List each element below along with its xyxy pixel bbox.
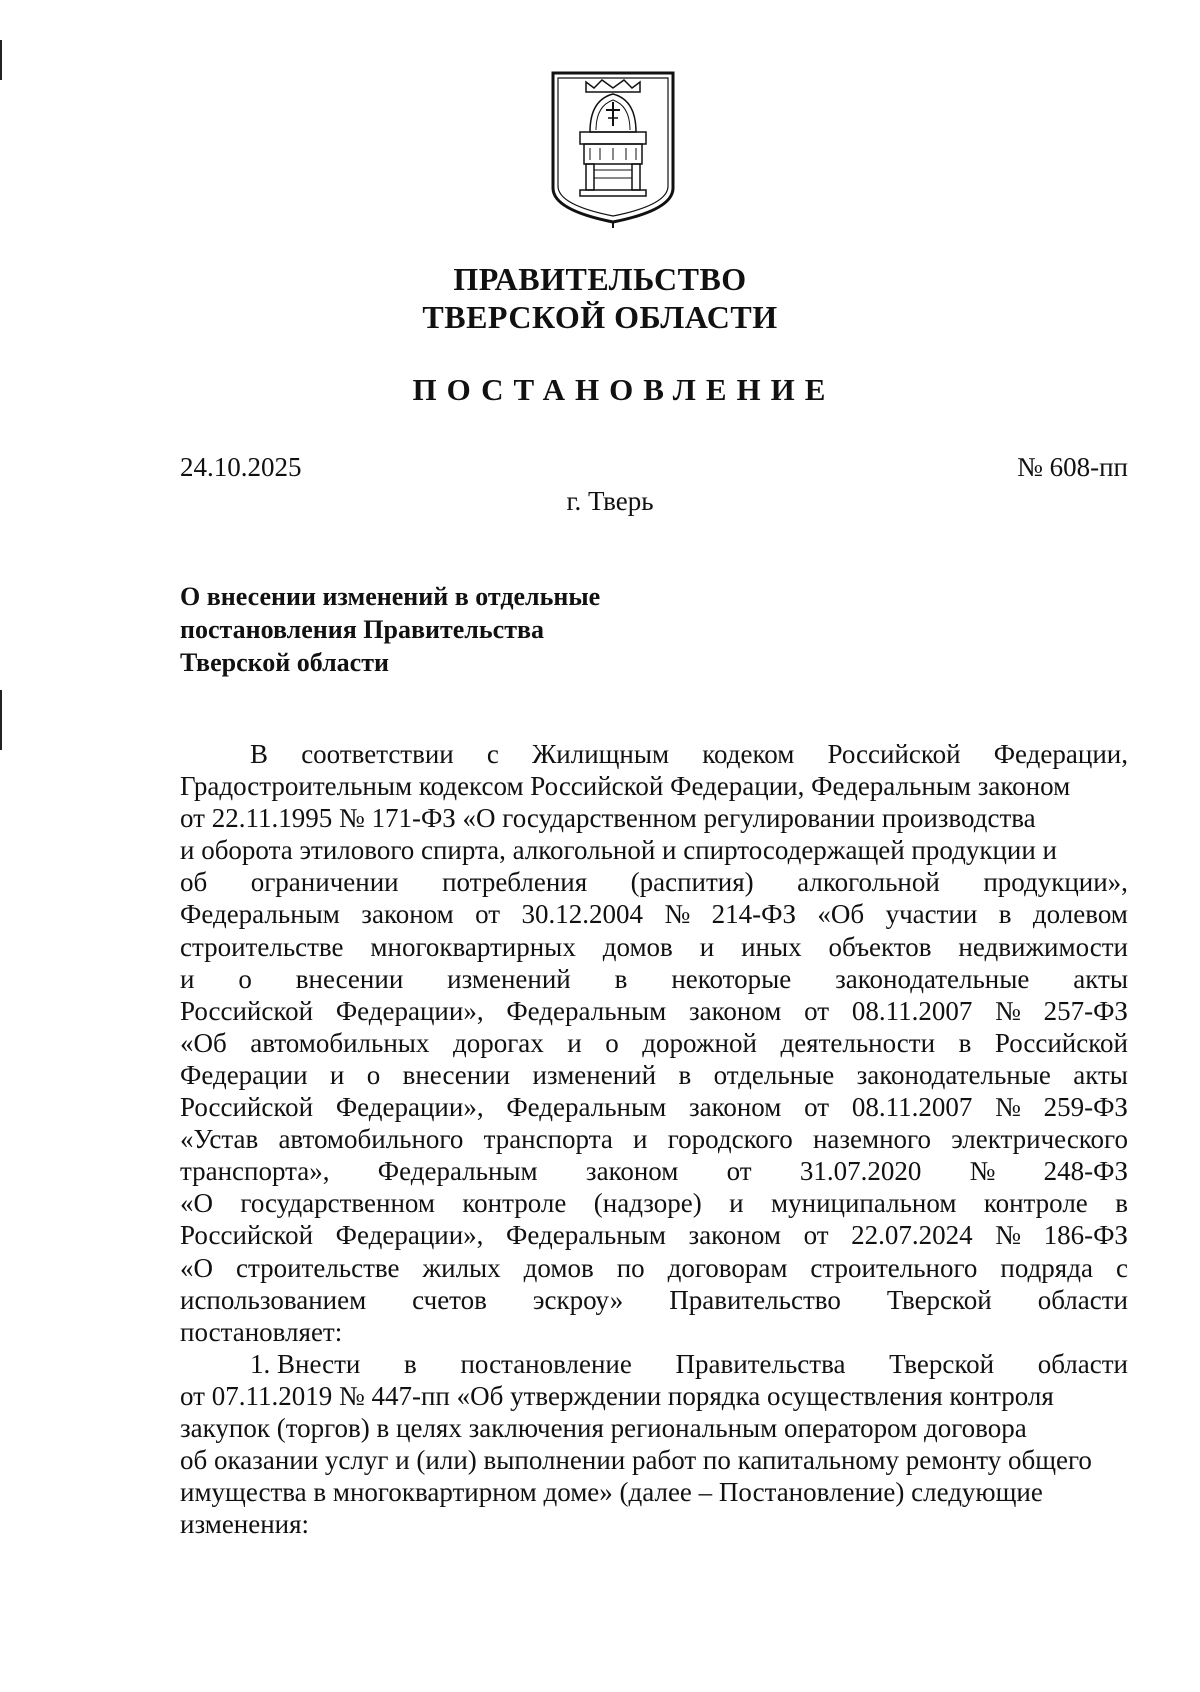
body-word: от (726, 1156, 752, 1187)
scan-edge-mark (0, 690, 2, 750)
body-word: некоторые (671, 963, 792, 994)
body-word: иных (741, 931, 802, 962)
body-word: области (1037, 1284, 1128, 1315)
body-word: Российской (180, 1220, 314, 1251)
subject-line: Тверской области (180, 648, 389, 677)
body-word: многоквартирных (370, 931, 576, 962)
body-word: домов (523, 1252, 594, 1283)
body-word: транспорта», (180, 1156, 330, 1187)
body-word: Российской (827, 739, 961, 769)
body-word: жилых (422, 1252, 501, 1283)
body-word: и (567, 1027, 582, 1058)
body-word: Тверской (889, 1348, 995, 1379)
body-word: постановление (460, 1348, 632, 1379)
body-word: эскроу» (532, 1284, 624, 1315)
organization-name-line2: ТВЕРСКОЙ ОБЛАСТИ (422, 299, 778, 335)
document-subject (180, 580, 740, 679)
body-word: с (1115, 1252, 1128, 1283)
body-word: Российской (180, 1092, 314, 1123)
body-word: отдельные (713, 1059, 835, 1090)
body-word: соответствии (301, 739, 454, 769)
body-line (180, 770, 1128, 802)
document-body (180, 738, 1128, 1540)
body-word: в (998, 899, 1012, 930)
body-line (180, 1412, 1128, 1444)
body-word: электрического (951, 1124, 1128, 1155)
body-text: постановляет: (180, 1316, 343, 1347)
body-word: Федерации, (993, 739, 1128, 769)
body-word: «О (180, 1188, 213, 1219)
body-line (180, 995, 1128, 1027)
body-word: кодеком (702, 739, 795, 769)
body-line (180, 1059, 1128, 1091)
body-word: городского (667, 1124, 793, 1155)
body-word: В (250, 739, 269, 769)
body-word: от (804, 995, 830, 1026)
body-word: и (180, 963, 195, 994)
body-word: автомобильного (278, 1124, 464, 1155)
body-word: «Об (180, 1027, 227, 1058)
body-word: внесении (402, 1059, 511, 1090)
organization-name-line1: ПРАВИТЕЛЬСТВО (453, 261, 747, 297)
body-line (180, 738, 1128, 770)
body-line (180, 1123, 1128, 1155)
body-word: Федеральным (180, 899, 340, 930)
body-word: ограничении (250, 867, 399, 898)
body-word: дорогах (452, 1027, 544, 1058)
body-word: продукции», (983, 867, 1128, 898)
body-word: в (958, 1027, 972, 1058)
body-word: Правительства (675, 1348, 846, 1379)
body-text: Градостроительным кодексом Российской Федерации, Федеральным законом (180, 771, 1071, 802)
body-line (180, 834, 1128, 866)
body-word: 248-ФЗ (1043, 1156, 1128, 1187)
body-word: 1. Внести (250, 1348, 361, 1379)
body-word: дорожной (642, 1027, 757, 1058)
body-text: закупок (торгов) в целях заключения региональным оператором договора (180, 1412, 1027, 1443)
body-word: 257-ФЗ (1043, 995, 1128, 1026)
body-word: и (729, 1188, 744, 1219)
body-word: Федерации», (335, 1220, 484, 1251)
body-word: (надзоре) (593, 1188, 702, 1219)
body-line (180, 1476, 1128, 1508)
body-word: Тверской (886, 1284, 992, 1315)
body-word: строительного (810, 1252, 978, 1283)
body-word: акты (1073, 1059, 1128, 1090)
body-word: Российской (994, 1027, 1128, 1058)
body-word: строительстве (180, 931, 344, 962)
document-date: 24.10.2025 (180, 452, 302, 482)
body-word: деятельности (780, 1027, 936, 1058)
body-word: транспорта (483, 1124, 613, 1155)
body-word: законом (361, 899, 454, 930)
body-word: участии (885, 899, 978, 930)
tver-coat-of-arms-icon (550, 70, 676, 228)
body-word: домов (602, 931, 673, 962)
body-word: 22.07.2024 (851, 1220, 973, 1251)
body-word: 30.12.2004 (521, 899, 644, 930)
body-word: изменений (532, 1059, 657, 1090)
body-word: счетов (412, 1284, 487, 1315)
body-word: законом (688, 1220, 781, 1251)
body-text: от 07.11.2019 № 447-пп «Об утверждении порядка осуществления контроля (180, 1380, 1054, 1411)
body-text: изменения: (180, 1509, 310, 1540)
body-word: и (699, 931, 715, 962)
body-line (180, 1155, 1128, 1187)
body-word: № (995, 995, 1021, 1026)
body-line (180, 1444, 1128, 1476)
body-word: в (1115, 1188, 1128, 1219)
body-word: Федеральным (377, 1156, 538, 1187)
body-word: законодательные (856, 1059, 1051, 1090)
body-word: государственном (240, 1188, 435, 1219)
body-line (180, 1284, 1128, 1316)
body-word: Правительство (669, 1284, 841, 1315)
body-text: об оказании услуг и (или) выполнении работ по капитальному ремонту общего (180, 1445, 1092, 1476)
body-word: о (238, 963, 252, 994)
body-word: Федерации», (335, 995, 484, 1026)
body-word: (распития) (630, 867, 754, 898)
body-word: законодательные (835, 963, 1030, 994)
body-word: Федерации», (335, 1092, 484, 1123)
body-word: потребления (442, 867, 588, 898)
body-line (180, 1508, 1128, 1540)
body-word: акты (1073, 963, 1128, 994)
body-line (180, 802, 1128, 834)
body-line (180, 1316, 1128, 1348)
body-word: законом (688, 995, 782, 1026)
body-text: от 22.11.1995 № 171-ФЗ «О государственном регулировании производства (180, 803, 1036, 834)
scan-edge-mark (0, 40, 2, 80)
document-city: г. Тверь (566, 486, 654, 516)
body-word: «О (180, 1252, 213, 1283)
body-word: о (366, 1059, 381, 1090)
body-word: автомобильных (250, 1027, 430, 1058)
body-word: муниципальном (771, 1188, 957, 1219)
body-line (180, 1380, 1128, 1412)
body-word: Федерации (180, 1059, 308, 1090)
body-line (180, 963, 1128, 995)
subject-line: постановления Правительства (180, 615, 544, 644)
body-word: «Об (817, 899, 865, 930)
body-word: алкогольной (797, 867, 940, 898)
body-line (180, 1348, 1128, 1380)
body-word: 259-ФЗ (1043, 1092, 1128, 1123)
body-word: № (995, 1092, 1021, 1123)
body-line (180, 1219, 1128, 1251)
body-word: Федеральным (506, 995, 667, 1026)
body-word: о (605, 1027, 619, 1058)
body-word: от (803, 1220, 829, 1251)
body-word: контроле (462, 1188, 567, 1219)
body-text: и оборота этилового спирта, алкогольной и спиртосодержащей продукции и (180, 835, 1057, 866)
body-line (180, 898, 1128, 930)
body-word: № (995, 1220, 1021, 1251)
body-word: Федеральным (506, 1220, 666, 1251)
body-word: в (614, 963, 628, 994)
body-word: договорам (667, 1252, 788, 1283)
body-word: № (664, 899, 691, 930)
body-word: в (404, 1348, 417, 1379)
document-type-title: ПОСТАНОВЛЕНИЕ (412, 372, 836, 407)
body-word: 31.07.2020 (799, 1156, 922, 1187)
body-word: законом (688, 1092, 782, 1123)
body-word: области (1037, 1348, 1128, 1379)
body-word: изменений (447, 963, 571, 994)
body-word: от (804, 1092, 830, 1123)
body-word: Российской (180, 995, 314, 1026)
body-word: внесении (295, 963, 404, 994)
document-number: № 608-пп (1017, 452, 1128, 482)
body-word: «Устав (180, 1124, 259, 1155)
body-word: от (475, 899, 501, 930)
subject-line: О внесении изменений в отдельные (180, 582, 601, 611)
body-line (180, 931, 1128, 963)
body-word: строительстве (235, 1252, 400, 1283)
body-line (180, 1187, 1128, 1219)
body-word: № (969, 1156, 996, 1187)
body-word: недвижимости (958, 931, 1128, 962)
body-word: с (486, 739, 499, 769)
body-word: и (633, 1124, 648, 1155)
body-word: законом (585, 1156, 679, 1187)
body-word: и (329, 1059, 345, 1090)
body-word: объектов (828, 931, 932, 962)
body-word: 08.11.2007 (851, 1092, 973, 1123)
body-word: 186-ФЗ (1043, 1220, 1128, 1251)
body-word: контроле (983, 1188, 1088, 1219)
body-word: 214-ФЗ (711, 899, 796, 930)
body-word: 08.11.2007 (851, 995, 973, 1026)
body-word: об (180, 867, 208, 898)
body-text: имущества в многоквартирном доме» (далее – Постановление) следующие (180, 1477, 1043, 1508)
body-line (180, 866, 1128, 898)
body-word: использованием (180, 1284, 367, 1315)
body-word: долевом (1032, 899, 1128, 930)
body-word: Жилищным (532, 739, 670, 769)
body-line (180, 1091, 1128, 1123)
body-word: в (678, 1059, 692, 1090)
body-line (180, 1027, 1128, 1059)
body-word: подряда (1000, 1252, 1093, 1283)
body-word: по (616, 1252, 645, 1283)
body-line (180, 1252, 1128, 1284)
body-word: Федеральным (506, 1092, 667, 1123)
body-word: наземного (812, 1124, 931, 1155)
